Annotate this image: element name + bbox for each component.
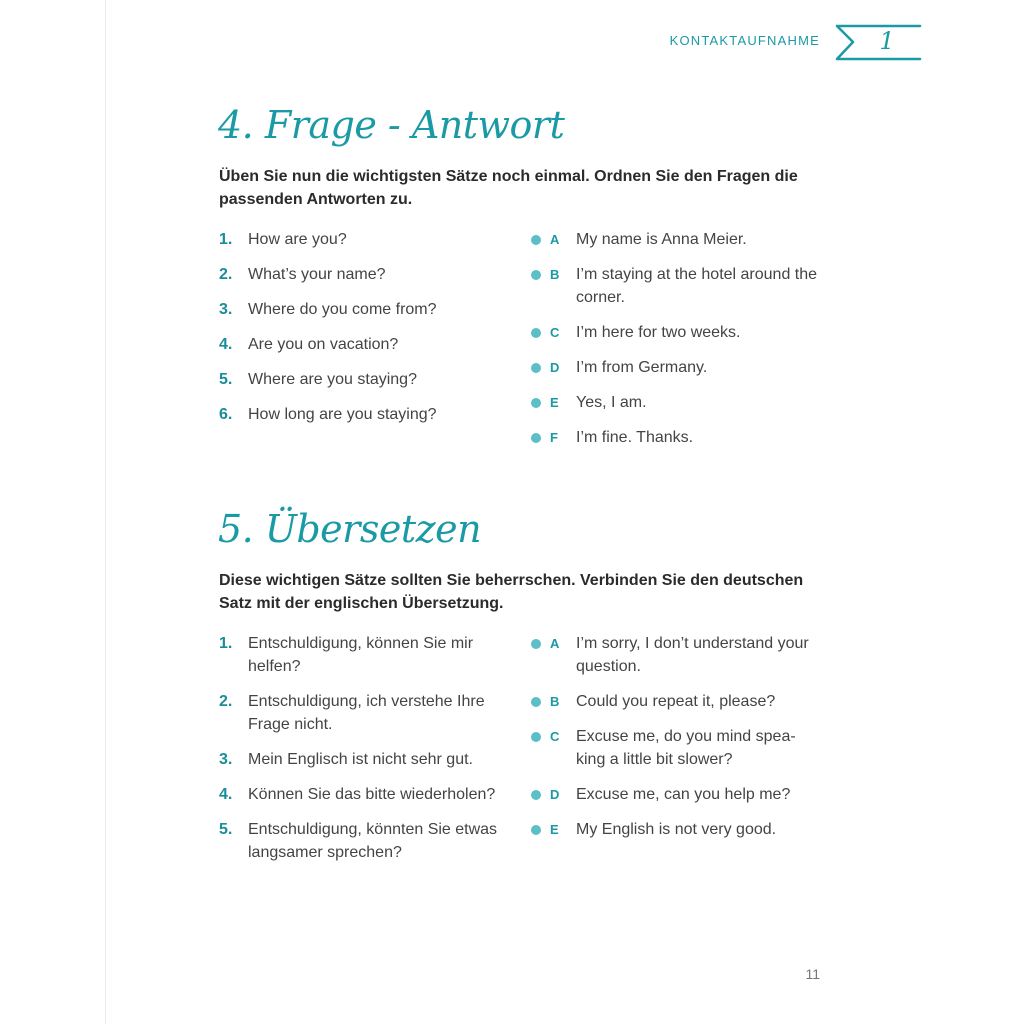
exercise-4-instructions: Üben Sie nun die wichtigsten Sätze noch einmal. Ordnen Sie den Fragen die passenden Antworten zu. [219,168,798,208]
question-number: 5. [219,371,233,388]
page-number: 11 [805,966,820,982]
question-number: 2. [219,693,233,710]
answer-letter: A [550,232,560,247]
page-gutter-line [105,0,106,1024]
question-item [219,228,509,251]
question-item [219,783,509,806]
question-number: 1. [219,635,233,652]
answer-letter: C [550,729,560,744]
exercise-4-title: 4. Frage - Antwort [218,103,565,147]
exercise-5-question-list [219,632,509,864]
match-dot-icon[interactable] [531,433,541,443]
question-text: Where are you staying? [248,371,417,388]
question-text: Entschuldigung, ich verstehe Ihre Frage nicht. [248,693,485,733]
question-number: 3. [219,751,233,768]
chapter-section-label: KONTAKTAUFNAHME [669,33,820,48]
exercise-4-question-list [219,228,509,426]
answer-item[interactable] [531,228,821,251]
question-item [219,368,509,391]
question-text: How are you? [248,231,347,248]
answer-item[interactable] [531,426,821,449]
match-dot-icon[interactable] [531,270,541,280]
answer-letter: B [550,694,560,709]
answer-text: I’m from Germany. [576,359,708,376]
question-item [219,818,509,864]
question-item [219,748,509,771]
question-text: How long are you staying? [248,406,437,423]
question-text: Are you on vacation? [248,336,399,353]
answer-text: I’m staying at the hotel around the corner. [576,266,818,306]
answer-text: My English is not very good. [576,821,777,838]
question-text: Mein Englisch ist nicht sehr gut. [248,751,473,768]
answer-letter: C [550,325,560,340]
match-dot-icon[interactable] [531,363,541,373]
answer-text: I’m fine. Thanks. [576,429,694,446]
match-dot-icon[interactable] [531,790,541,800]
answer-text: Excuse me, do you mind spea-king a little bit slower? [576,728,796,768]
question-number: 3. [219,301,233,318]
match-dot-icon[interactable] [531,235,541,245]
chapter-number: 1 [879,27,895,55]
answer-item[interactable] [531,818,821,841]
answer-item[interactable] [531,783,821,806]
question-item [219,263,509,286]
match-dot-icon[interactable] [531,697,541,707]
question-item [219,690,509,736]
question-number: 2. [219,266,233,283]
answer-text: I’m sorry, I don’t understand your question. [576,635,809,675]
answer-item[interactable] [531,725,821,771]
answer-text: Yes, I am. [576,394,647,411]
answer-text: My name is Anna Meier. [576,231,747,248]
question-text: Entschuldigung, könnten Sie etwas langsamer sprechen? [248,821,498,861]
answer-letter: F [550,430,558,445]
answer-text: I’m here for two weeks. [576,324,741,341]
answer-letter: D [550,787,560,802]
question-item [219,333,509,356]
exercise-5-answer-list [531,632,821,841]
question-text: Können Sie das bitte wiederholen? [248,786,496,803]
exercise-5-title: 5. Übersetzen [218,507,482,551]
exercise-4-answer-list [531,228,821,449]
question-item [219,298,509,321]
answer-item[interactable] [531,321,821,344]
question-item [219,403,509,426]
match-dot-icon[interactable] [531,328,541,338]
answer-item[interactable] [531,263,821,309]
match-dot-icon[interactable] [531,639,541,649]
answer-item[interactable] [531,391,821,414]
answer-text: Excuse me, can you help me? [576,786,791,803]
question-number: 6. [219,406,233,423]
answer-item[interactable] [531,632,821,678]
match-dot-icon[interactable] [531,732,541,742]
answer-letter: D [550,360,560,375]
answer-letter: E [550,395,559,410]
answer-letter: E [550,822,559,837]
answer-item[interactable] [531,690,821,713]
answer-letter: A [550,636,560,651]
answer-letter: B [550,267,560,282]
question-number: 4. [219,336,233,353]
question-text: What’s your name? [248,266,386,283]
question-item [219,632,509,678]
match-dot-icon[interactable] [531,825,541,835]
match-dot-icon[interactable] [531,398,541,408]
question-text: Entschuldigung, können Sie mir helfen? [248,635,474,675]
answer-text: Could you repeat it, please? [576,693,776,710]
exercise-5-instructions: Diese wichtigen Sätze sollten Sie beherrschen. Verbinden Sie den deutschen Satz mit der englischen Übersetzung. [219,572,804,612]
question-number: 5. [219,821,233,838]
question-number: 4. [219,786,233,803]
question-number: 1. [219,231,233,248]
question-text: Where do you come from? [248,301,437,318]
answer-item[interactable] [531,356,821,379]
